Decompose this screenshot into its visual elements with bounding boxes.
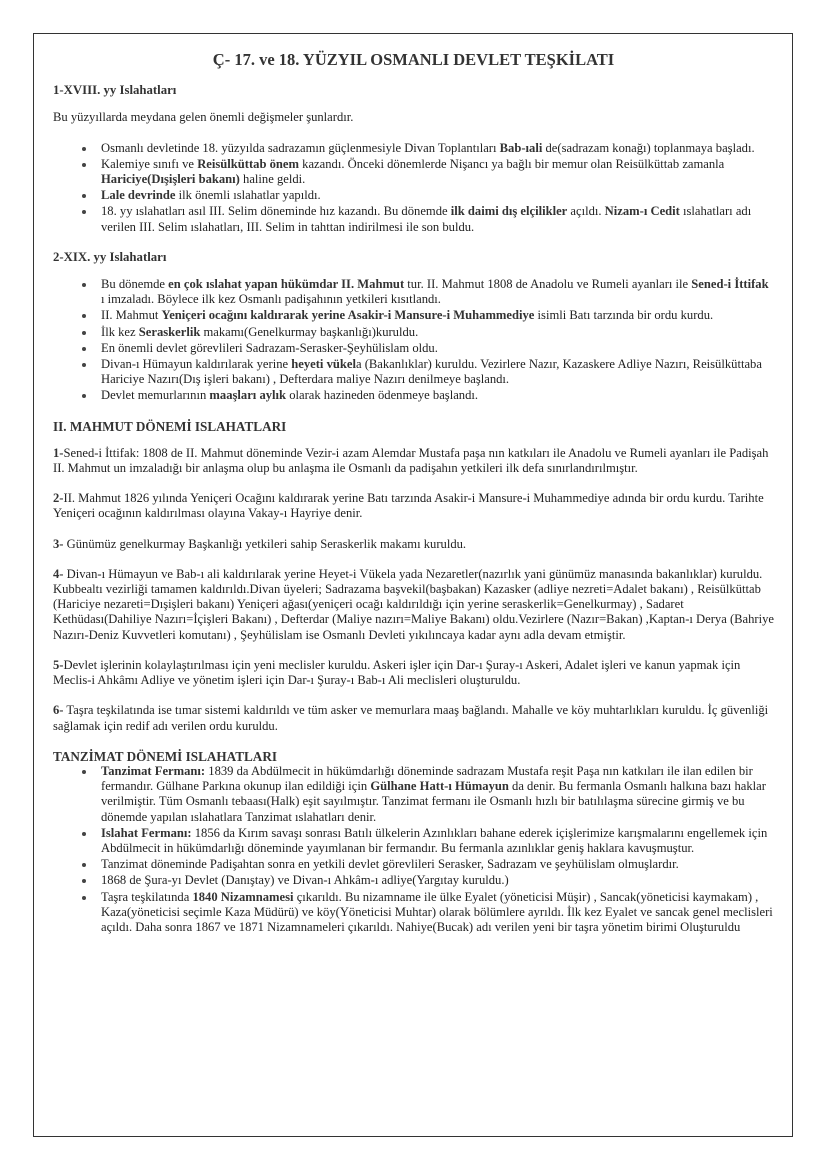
bold-text: Reisülküttab önem [197,156,300,171]
bold-text: ilk daimi dış elçilikler [450,204,568,219]
text: Taşra teşkilatında [101,889,193,904]
bold-text: 6- [53,703,64,718]
text: de(sadrazam konağı) toplanmaya başladı. [542,140,755,155]
section-intro: Bu yüzyıllarda meydana gelen önemli değişmeler şunlardır. [53,110,354,125]
text: Osmanlı devletinde 18. yüzyılda sadrazamın güçlenmesiyle Divan Toplantıları [101,140,500,155]
text: İlk kez [101,324,139,339]
bold-text: Islahat Fermanı: [101,825,192,840]
list-item [101,764,774,825]
bold-text: 5- [53,657,64,672]
document-page [33,33,793,1137]
bullet-list-18th-century [53,141,774,235]
text: açıldı. [567,204,605,219]
text: 1868 de Şura-yı Devlet (Danıştay) ve Divan-ı Ahkâm-ı adliye(Yargıtay kuruldu.) [101,873,509,888]
list-item [101,325,774,340]
text: Tanzimat döneminde Padişahtan sonra en yetkili devlet görevlileri Serasker, Sadrazam ve şeyhülislam olmuşlardır. [101,857,679,872]
text: 1856 da Kırım savaşı sonrası Batılı ülkelerin Azınlıkları bahane ederek içişlerimize karışmalarını engellemek için Abdülmecit in hükümdarlığı döneminde yayımlanan bir fermandır. Bu fermanla azınlıklar geniş haklara kavuşmuştur. [101,825,768,855]
text: Bu dönemde [101,277,169,292]
mahmut-paragraphs [53,446,774,734]
text: tur. II. Mahmut 1808 de Anadolu ve Rumeli ayanları ile [404,277,692,292]
bold-text: Sened-i İttifak [691,277,769,292]
bold-text: 4- [53,566,64,581]
numbered-paragraph [53,567,774,643]
text: Sened-i İttifak: 1808 de II. Mahmut döneminde Vezir-i azam Alemdar Mustafa paşa nın katkıları ile Anadolu ve Rumeli ayanları ile Padişah II. Mahmut un imzaladığı bir anlaşma olup bu anlaşma ile Osmanlı da padişahın yetkileri ilk defa sınırlandırılmıştır. [53,445,769,476]
section-heading-tanzimat-reforms: TANZİMAT DÖNEMİ ISLAHATLARI [53,748,277,764]
numbered-paragraph [53,537,774,552]
numbered-paragraph [53,703,774,733]
bold-text: Nizam-ı Cedit [604,204,680,219]
text: II. Mahmut 1826 yılında Yeniçeri Ocağını kaldırarak yerine Batı tarzında Asakir-i Mansure-i Muhammediye adında bir ordu kurdu. Tarihte Yeniçeri ocağının kaldırılması olayına Vakay-ı Hayriye denir. [53,491,764,521]
section-heading-18th-century: 1-XVIII. yy Islahatları [53,83,177,98]
bullet-list-tanzimat [53,764,774,935]
text: II. Mahmut [101,308,162,323]
list-item [101,890,774,936]
text: Divan-ı Hümayun ve Bab-ı ali kaldırılarak yerine Heyet-i Vükela yada Nezaretler(nazırlık yani günümüz manasında bakanlıklar) kuruldu. Kubbealtı vezirliği tamamen kaldırıldı.Divan üyeleri; Sadrazama başvekil(başbakan) Kazasker (adliye nezreti=Adalet bakanı) , Reisülküttab (Hariciye nezareti=Dışişleri bakanı) Yeniçeri ağası(yeniçeri ocağı kaldırıldığı için yerine seraskerlik=Genelkurmay) , Sadaret Kethüdası(Dahiliye Nazırı=İçişleri Bakanı) , Defterdar (Maliye nazırı=Maliye Bakanı) oldu.Vezirlere (Nazır=Bakan) ,Kaptan-ı Derya (Bahriye Nazırı-Deniz Kuvvetleri komutanı) , Şeyhülislam ise Osmanlı Devleti yıkılıncaya kadar aynı adla devam etmiştir. [53,566,775,642]
list-item [101,826,774,856]
numbered-paragraph [53,658,774,688]
bold-text: 3- [53,536,64,551]
bold-text: maaşları aylık [209,388,287,403]
bold-text: Hariciye(Dışişleri bakanı) [101,172,240,187]
text: 18. yy ıslahatları asıl III. Selim döneminde hız kazandı. Bu dönemde [101,204,451,219]
bold-text: heyeti vükel [291,357,356,372]
bullet-list-19th-century [53,277,774,404]
bold-text: 2- [53,491,64,506]
list-item [101,277,774,307]
bold-text: en çok ıslahat yapan hükümdar II. Mahmut [168,277,405,292]
text: da denir. Bu fermanla Osmanlı halkına bazı haklar verilmiştir. Tüm Osmanlı tebaası(Halk) eşit sayılmıştır. Tanzimat fermanı ile Osmanlı hızlı bir batılılaşma sürecine girmiş ve bu dönemde yapılan ıslahatlara Tanzimat ıslahatları denir. [101,779,766,824]
text: haline geldi. [239,172,306,187]
text: ıslahatları adı verilen III. Selim ıslahatları, III. Selim in tahttan indirilmesi ile son buldu. [101,204,752,234]
text: Günümüz genelkurmay Başkanlığı yetkileri sahip Seraskerlik makamı kuruldu. [63,536,467,551]
list-item [101,188,774,203]
list-item [101,857,774,872]
list-item [101,341,774,356]
bold-text: Gülhane Hatt-ı Hümayun [370,779,509,794]
numbered-paragraph [53,446,774,476]
bold-text: Bab-ıali [499,140,543,155]
text: ilk önemli ıslahatlar yapıldı. [175,188,321,203]
bold-text: 1840 Nizamnamesi [192,889,294,904]
numbered-paragraph [53,491,774,521]
list-item [101,204,774,234]
text: ı imzaladı. Böylece ilk kez Osmanlı padişahının yetkileri kısıtlandı. [101,292,441,307]
section-heading-19th-century: 2-XIX. yy Islahatları [53,249,167,264]
text: En önemli devlet görevlileri Sadrazam-Serasker-Şeyhülislam oldu. [101,340,438,355]
list-item [101,357,774,387]
page-title: Ç- 17. ve 18. YÜZYIL OSMANLI DEVLET TEŞKİLATI [212,50,615,69]
text: a (Bakanlıklar) kuruldu. Vezirlere Nazır, Kazaskere Adliye Nazırı, Reisülküttaba Hariciye Nazırı(Dış işleri bakanı) , Defterdara maliye Nazırı denilmeye başlandı. [101,357,762,387]
text: Kalemiye sınıfı ve [101,156,198,171]
text: Devlet memurlarının [101,388,210,403]
bold-text: Tanzimat Fermanı: [101,763,206,778]
list-item [101,873,774,888]
bold-text: Seraskerlik [138,324,201,339]
list-item [101,388,774,403]
bold-text: 1- [53,445,64,460]
text: Divan-ı Hümayun kaldırılarak yerine [101,357,292,372]
text: makamı(Genelkurmay başkanlığı)kuruldu. [200,324,419,339]
text: 1839 da Abdülmecit in hükümdarlığı döneminde sadrazam Mustafa reşit Paşa nın katkıları ile ilan edilen bir fermandır. Gülhane Parkına okunup ilan edildiği için [101,763,753,794]
section-heading-mahmut-reforms: II. MAHMUT DÖNEMİ ISLAHATLARI [53,418,287,434]
text: çıkarıldı. Bu nizamname ile ülke Eyalet (yöneticisi Müşir) , Sancak(yöneticisi kaymakam) , Kaza(yöneticisi seçimle Kaza Müdürü) ve köy(Yöneticisi Muhtar) olarak bölümlere ayrıldı. İlk kez Eyalet ve sancak genel meclisleri açıldı. Daha sonra 1867 ve 1871 Nizamnameleri çıkarıldı. Nahiye(Bucak) adı verilen yeni bir taşra yönetim birimi Oluşturuldu [101,889,773,934]
text: Taşra teşkilatında ise tımar sistemi kaldırıldı ve tüm asker ve memurlara maaş bağlandı. Mahalle ve köy muhtarlıkları kuruldu. İç güvenliği sağlamak için redif adı verilen ordu kuruldu. [53,703,769,733]
list-item [101,157,774,187]
text: kazandı. Önceki dönemlerde Nişancı ya bağlı bir memur olan Reisülküttab zamanla [299,156,725,171]
list-item [101,308,774,323]
text: isimli Batı tarzında bir ordu kurdu. [534,308,714,323]
text: Devlet işlerinin kolaylaştırılması için yeni meclisler kuruldu. Askeri işler için Dar-ı Şuray-ı Askeri, Adalet işleri ve kanun yapmak için Meclis-i Ahkâmı Adliye ve yönetim işleri için Dar-ı Şuray-ı Bab-ı Ali meclisleri oluşturuldu. [53,657,741,688]
bold-text: Yeniçeri ocağını kaldırarak yerine Asakir-i Mansure-i Muhammediye [161,308,535,323]
list-item [101,141,774,156]
bold-text: Lale devrinde [101,188,176,203]
text: olarak hazineden ödenmeye başlandı. [286,388,479,403]
